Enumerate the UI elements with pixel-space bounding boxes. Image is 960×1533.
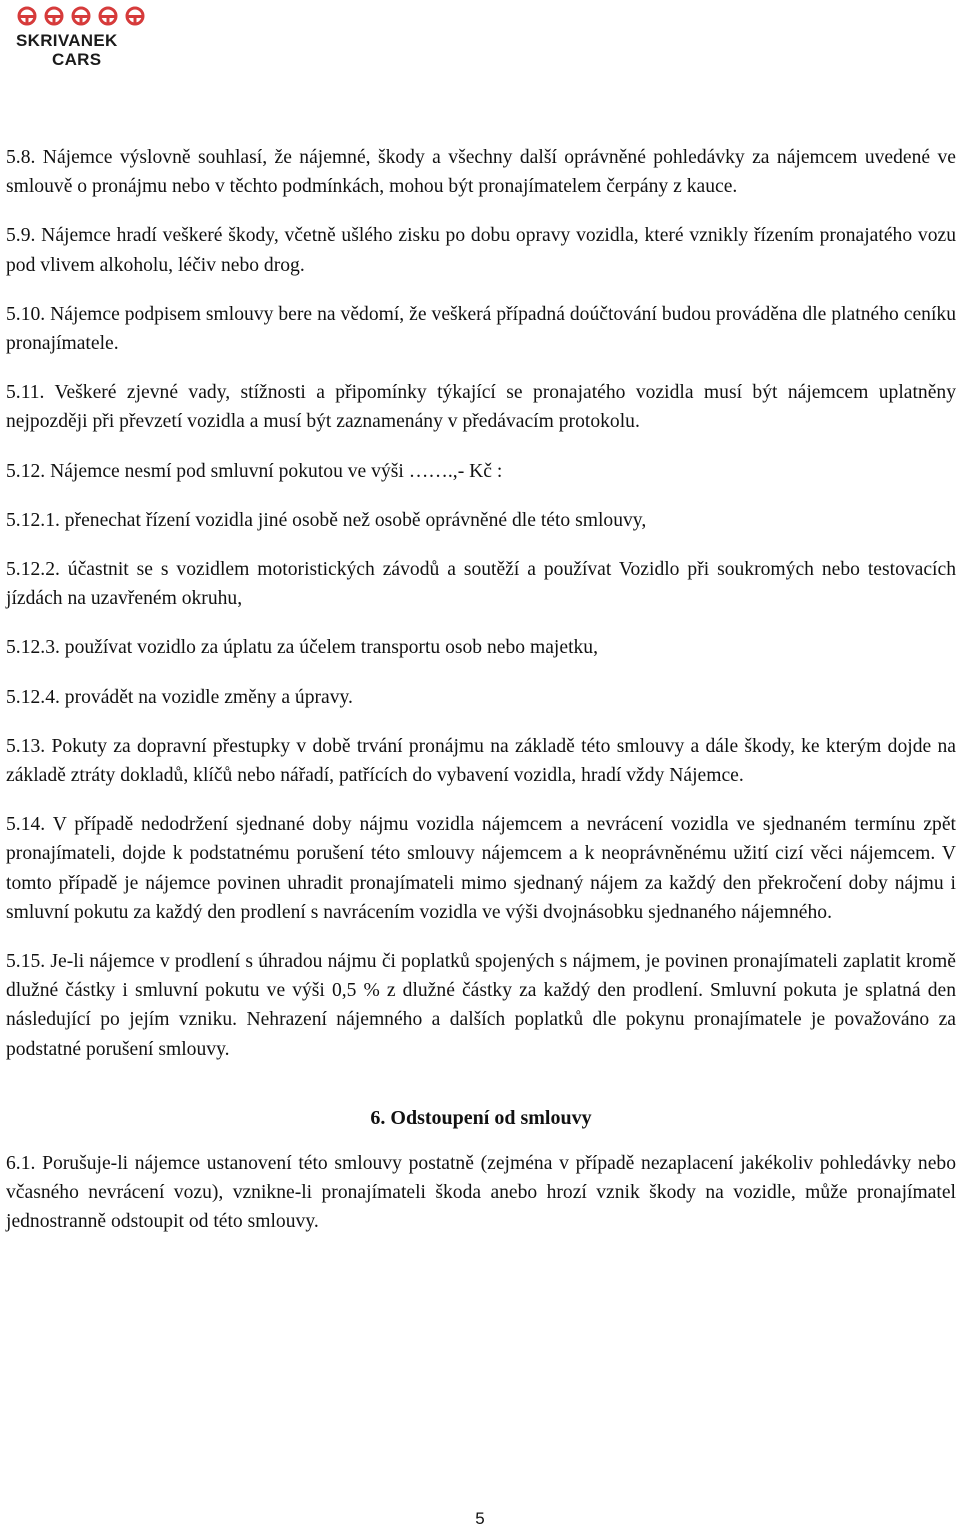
clause-5-12-1: 5.12.1. přenechat řízení vozidla jiné osobě než osobě oprávněné dle této smlouvy, bbox=[6, 509, 647, 531]
steering-wheel-icon bbox=[70, 6, 92, 26]
clause-6-1: 6.1. Porušuje-li nájemce ustanovení této smlouvy postatně (zejména v případě nezaplacení jakékoliv pohledávky nebo včasného nevrácení vozu), vznikne-li pronajímateli škoda anebo hrozí vznik škody na vozidle, může pronajímatel jednostranně odstoupit od této smlouvy. bbox=[6, 1152, 956, 1233]
clause-5-8: 5.8. Nájemce výslovně souhlasí, že nájemné, škody a všechny další oprávněné pohledávky za nájemcem uvedené ve smlouvě o pronájmu nebo v těchto podmínkách, mohou být pronajímatelem čerpány z kauce. bbox=[6, 147, 956, 198]
steering-wheel-icon bbox=[16, 6, 38, 26]
steering-wheel-icon bbox=[97, 6, 119, 26]
clause-5-15: 5.15. Je-li nájemce v prodlení s úhradou nájmu či poplatků spojených s nájmem, je povinen pronajímateli zaplatit kromě dlužné částky i smluvní pokutu ve výši 0,5 % z dlužné částky za každý den prodlení. Smluvní pokuta je splatná den následující po jejím vzniku. Nehrazení nájemného a dalších poplatků dle pokynu pronajímatele je považováno za podstatné porušení smlouvy. bbox=[6, 951, 956, 1060]
clause-5-10: 5.10. Nájemce podpisem smlouvy bere na vědomí, že veškerá případná doúčtování budou prováděna dle platného ceníku pronajímatele. bbox=[6, 303, 956, 355]
company-logo bbox=[16, 6, 146, 76]
logo-wordmark-line1: SKRIVANEK bbox=[16, 31, 118, 50]
clause-5-12: 5.12. Nájemce nesmí pod smluvní pokutou ve výši …….,- Kč : bbox=[6, 460, 503, 482]
clause-5-12-2: 5.12.2. účastnit se s vozidlem motoristických závodů a soutěží a používat Vozidlo při soukromých nebo testovacích jízdách na uzavřeném okruhu, bbox=[6, 559, 956, 610]
clause-5-9: 5.9. Nájemce hradí veškeré škody, včetně ušlého zisku po dobu opravy vozidla, které vznikly řízením pronajatého vozu pod vlivem alkoholu, léčiv nebo drog. bbox=[6, 225, 956, 276]
section-heading: 6. Odstoupení od smlouvy bbox=[370, 1106, 592, 1129]
logo-icon-row bbox=[16, 6, 146, 26]
clause-5-12-3: 5.12.3. používat vozidlo za úplatu za účelem transportu osob nebo majetku, bbox=[6, 637, 599, 659]
steering-wheel-icon bbox=[124, 6, 146, 26]
clause-5-12-4: 5.12.4. provádět na vozidle změny a úpravy. bbox=[6, 686, 353, 708]
logo-wordmark-line2: CARS bbox=[52, 50, 102, 69]
clause-5-13: 5.13. Pokuty za dopravní přestupky v době trvání pronájmu na základě této smlouvy a dále škody, ke kterým dojde na základě ztráty dokladů, klíčů nebo nářadí, patřících do vybavení vozidla, hradí vždy Nájemce. bbox=[6, 735, 956, 787]
clause-5-14: 5.14. V případě nedodržení sjednané doby nájmu vozidla nájemcem a nevrácení vozidla ve sjednaném termínu zpět pronajímateli, dojde k podstatnému porušení této smlouvy nájemcem a k neoprávněnému užití cizí věci nájemcem. V tomto případě je nájemce povinen uhradit pronajímateli mimo sjednaný nájem za každý den překročení doby nájmu i smluvní pokutu za každý den prodlení s navrácením vozidla ve výši dvojnásobku sjednaného nájemného. bbox=[6, 814, 956, 923]
steering-wheel-icon bbox=[43, 6, 65, 26]
page-number: 5 bbox=[475, 1509, 485, 1528]
clause-5-11: 5.11. Veškeré zjevné vady, stížnosti a připomínky týkající se pronajatého vozidla musí být nájemcem uplatněny nejpozději při převzetí vozidla a musí být zaznamenány v předávacím protokolu. bbox=[6, 382, 956, 433]
document-body bbox=[6, 143, 956, 1256]
